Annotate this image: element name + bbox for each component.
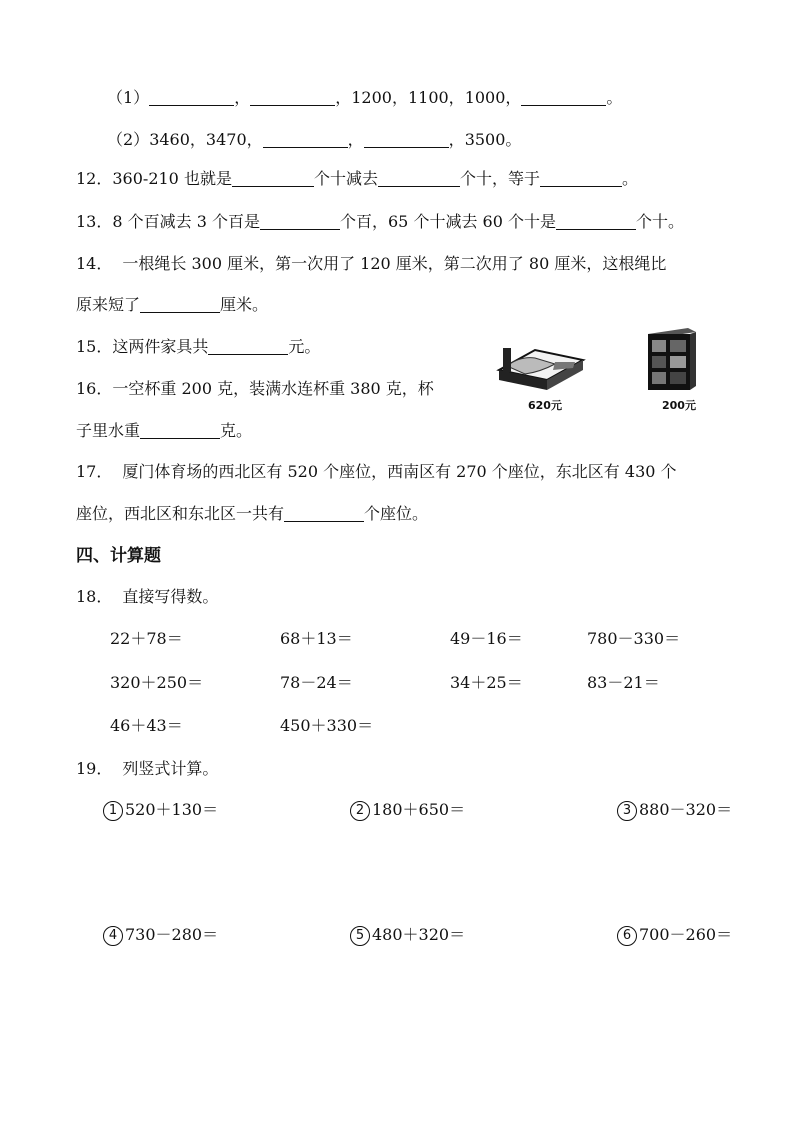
answer-blank[interactable] [149, 89, 234, 106]
bed-price: 620元 [528, 399, 562, 412]
mental-calc-item: 320＋250＝ [110, 673, 204, 692]
question-16-line2: 子里水重 克。 [76, 421, 253, 440]
circled-number: 5 [350, 926, 370, 946]
cabinet-icon [642, 326, 700, 392]
mental-calc-item: 49－16＝ [450, 629, 523, 648]
circled-number: 1 [103, 801, 123, 821]
section-heading: 四、计算题 [76, 546, 161, 566]
vertical-calc-item: 6 700－260＝ [617, 924, 732, 946]
question-16: 16．一空杯重 200 克，装满水连杯重 380 克，杯 [76, 379, 434, 398]
question-13: 13．8 个百减去 3 个百是 个百，65 个十减去 60 个十是 个十。 [76, 212, 684, 231]
answer-blank[interactable] [556, 213, 636, 230]
answer-blank[interactable] [208, 338, 288, 355]
question-17-line2: 座位，西北区和东北区一共有 个座位。 [76, 504, 429, 523]
question-12: 12．360-210 也就是 个十减去 个十，等于 。 [76, 169, 638, 188]
mental-calc-item: 83－21＝ [587, 673, 660, 692]
answer-blank[interactable] [232, 170, 314, 187]
cabinet-price: 200元 [662, 399, 696, 412]
answer-blank[interactable] [364, 131, 449, 148]
mental-calc-item: 78－24＝ [280, 673, 353, 692]
question-15: 15．这两件家具共 元。 [76, 337, 321, 356]
mental-calc-item: 34＋25＝ [450, 673, 523, 692]
answer-blank[interactable] [378, 170, 460, 187]
circled-number: 6 [617, 926, 637, 946]
question-19: 19． 列竖式计算。 [76, 759, 219, 778]
vertical-calc-item: 3 880－320＝ [617, 799, 732, 821]
question-17: 17． 厦门体育场的西北区有 520 个座位，西南区有 270 个座位，东北区有 430 个 [76, 462, 677, 481]
vertical-calc-item: 1 520＋130＝ [103, 799, 218, 821]
q11-part2: （2）3460，3470， ， ，3500。 [107, 130, 522, 149]
circled-number: 2 [350, 801, 370, 821]
mental-calc-item: 46＋43＝ [110, 716, 183, 735]
answer-blank[interactable] [540, 170, 622, 187]
answer-blank[interactable] [260, 213, 340, 230]
mental-calc-item: 68＋13＝ [280, 629, 353, 648]
cabinet-image [642, 326, 700, 396]
question-18: 18． 直接写得数。 [76, 587, 219, 606]
q11-part1: （1） ， ，1200，1100，1000， 。 [107, 88, 623, 107]
question-14: 14． 一根绳长 300 厘米，第一次用了 120 厘米，第二次用了 80 厘米，这根绳比 [76, 254, 667, 273]
vertical-calc-item: 5 480＋320＝ [350, 924, 465, 946]
circled-number: 4 [103, 926, 123, 946]
answer-blank[interactable] [250, 89, 335, 106]
bed-icon [495, 340, 587, 392]
answer-blank[interactable] [140, 296, 220, 313]
vertical-calc-item: 4 730－280＝ [103, 924, 218, 946]
mental-calc-item: 22＋78＝ [110, 629, 183, 648]
answer-blank[interactable] [284, 505, 364, 522]
answer-blank[interactable] [521, 89, 606, 106]
question-14-line2: 原来短了 厘米。 [76, 295, 269, 314]
bed-image [495, 340, 587, 396]
answer-blank[interactable] [263, 131, 348, 148]
vertical-calc-item: 2 180＋650＝ [350, 799, 465, 821]
mental-calc-item: 780－330＝ [587, 629, 681, 648]
answer-blank[interactable] [140, 422, 220, 439]
circled-number: 3 [617, 801, 637, 821]
mental-calc-item: 450＋330＝ [280, 716, 374, 735]
